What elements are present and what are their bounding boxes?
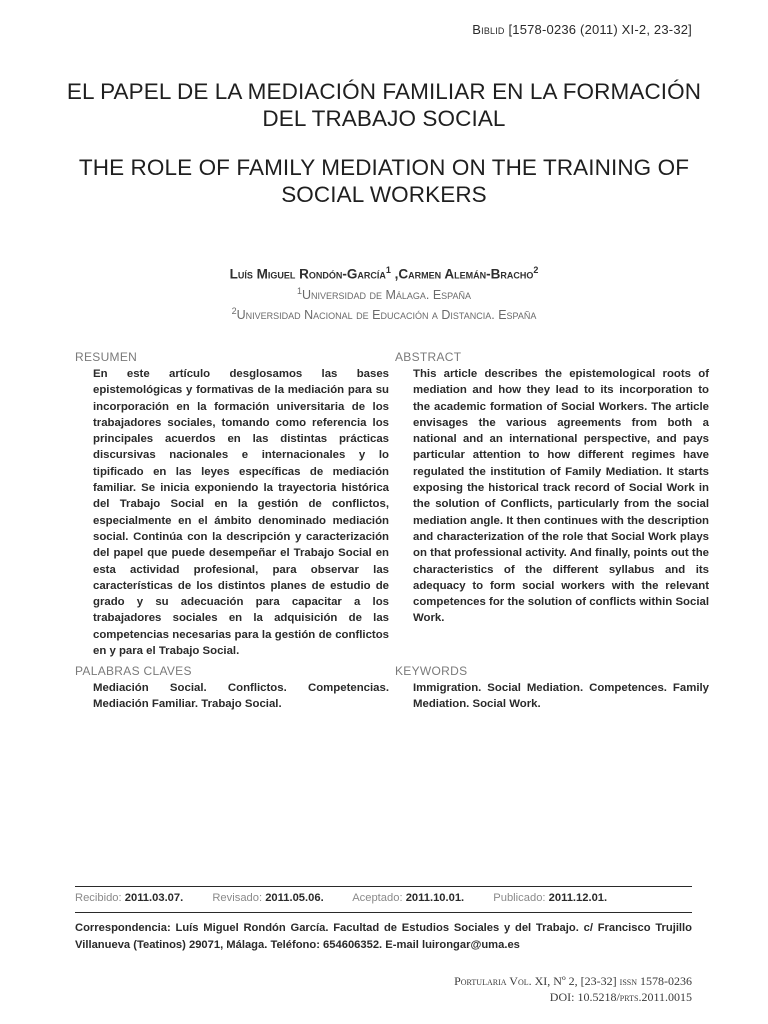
author-names — [60, 262, 708, 283]
mid-divider — [75, 912, 692, 913]
keywords-heading: KEYWORDS — [395, 664, 468, 678]
footer-journal-line — [454, 973, 692, 989]
palabras-claves-text: Mediación Social. Conflictos. Competencias. Mediación Familiar. Trabajo Social. — [93, 682, 389, 711]
date-revised-label: Revisado: — [212, 892, 263, 904]
affiliation-1 — [60, 283, 708, 303]
resumen-heading: RESUMEN — [75, 350, 138, 364]
footer-doi-prefix: DOI: 10.5218/ — [549, 990, 620, 1004]
author-2-mark: 2 — [533, 265, 539, 275]
date-accepted — [352, 892, 464, 904]
resumen-text: En este artículo desglosamos las bases epistemológicas y formativas de la mediación para su incorporación en la formación universitaria de los trabajadores sociales, tomando como referencia los principales acuerdos en las distintas prácticas discursivas nacionales e internacionales y lo tipificado en las leyes específicas de mediación familiar. Se inicia exponiendo la trayectoria histórica del Trabajo Social en la gestión de conflictos, especialmente en el ámbito denominado mediación social. Continúa con la descripción y caracterización del papel que puede desempeñar el Trabajo Social en esta actividad profesional, para observar las características de los distintos planes de estudio de grado y su adecuación para capacitar a los trabajadores sociales en la adquisición de las competencias necesarias para la gestión de conflictos en y para el Trabajo Social. — [93, 368, 389, 658]
keywords-spanish — [75, 664, 389, 713]
title-english: THE ROLE OF FAMILY MEDIATION ON THE TRAINING OF SOCIAL WORKERS — [78, 155, 690, 207]
affiliation-1-mark: 1 — [296, 285, 302, 296]
date-published-value: 2011.12.01. — [548, 892, 608, 904]
abstract-spanish — [75, 350, 389, 659]
date-published — [493, 892, 607, 904]
keywords-text: Immigration. Social Mediation. Competences. Family Mediation. Social Work. — [413, 682, 709, 711]
footer-journal: Portularia Vol. XI, Nº 2, [23-32] — [454, 974, 617, 988]
top-divider — [75, 886, 692, 887]
dates-line — [75, 892, 692, 904]
footer-issn: issn 1578-0236 — [619, 974, 692, 988]
abstract-english — [395, 350, 709, 627]
date-accepted-label: Aceptado: — [352, 892, 403, 904]
author-block — [60, 262, 708, 323]
footer-doi — [454, 989, 692, 1005]
author-1: Luís Miguel Rondón-García — [229, 266, 386, 282]
affiliation-2-text: Universidad Nacional de Educación a Distancia. España — [236, 307, 537, 322]
footer-doi-suffix: .2011.0015 — [638, 990, 692, 1004]
date-received-label: Recibido: — [75, 892, 122, 904]
title-spanish: EL PAPEL DE LA MEDIACIÓN FAMILIAR EN LA FORMACIÓN DEL TRABAJO SOCIAL — [66, 79, 702, 131]
date-received-value: 2011.03.07. — [124, 892, 184, 904]
author-1-mark: 1 — [385, 265, 391, 275]
palabras-claves-heading: PALABRAS CLAVES — [75, 664, 192, 678]
abstract-heading: ABSTRACT — [395, 350, 462, 364]
journal-reference — [472, 22, 692, 37]
author-separator: , — [390, 266, 399, 282]
date-revised-value: 2011.05.06. — [265, 892, 324, 904]
keywords-english — [395, 664, 709, 713]
date-received — [75, 892, 183, 904]
date-accepted-value: 2011.10.01. — [405, 892, 465, 904]
correspondence: Correspondencia: Luís Miguel Rondón García. Facultad de Estudios Sociales y del Trabajo. c/ Francisco Trujillo Villanueva (Teatinos) 29071, Málaga. Teléfono: 654606352. E-mail luirongar@uma.es — [75, 922, 692, 951]
title-block — [60, 78, 708, 208]
date-revised — [212, 892, 323, 904]
affiliation-2-mark: 2 — [231, 305, 237, 316]
journal-ref-numbers: [1578-0236 (2011) XI-2, 23-32] — [508, 22, 692, 37]
date-published-label: Publicado: — [493, 892, 546, 904]
author-2: Carmen Alemán-Bracho — [398, 266, 534, 282]
journal-name: Biblid — [472, 22, 505, 37]
affiliation-2 — [60, 303, 708, 323]
page-footer — [454, 973, 692, 1005]
abstract-text: This article describes the epistemological roots of mediation and how they lead to its incorporation to the academic formation of Social Workers. The article envisages the various agreements from both a national and an international perspective, and pays particular attention to how different regimes have regulated the institution of Family Mediation. It starts exposing the historical track record of Social Work in the solution of Conflicts, particularly from the social mediation angle. It then continues with the description and characterization of the role that Social Work plays on that professional activity. And finally, points out the characteristics of the different syllabus and its adequacy to form social workers with the relevant competences for the solution of conflicts within Social Work. — [413, 368, 709, 625]
affiliation-1-text: Universidad de Málaga. España — [301, 287, 472, 302]
footer-doi-journal: prts — [619, 990, 639, 1004]
